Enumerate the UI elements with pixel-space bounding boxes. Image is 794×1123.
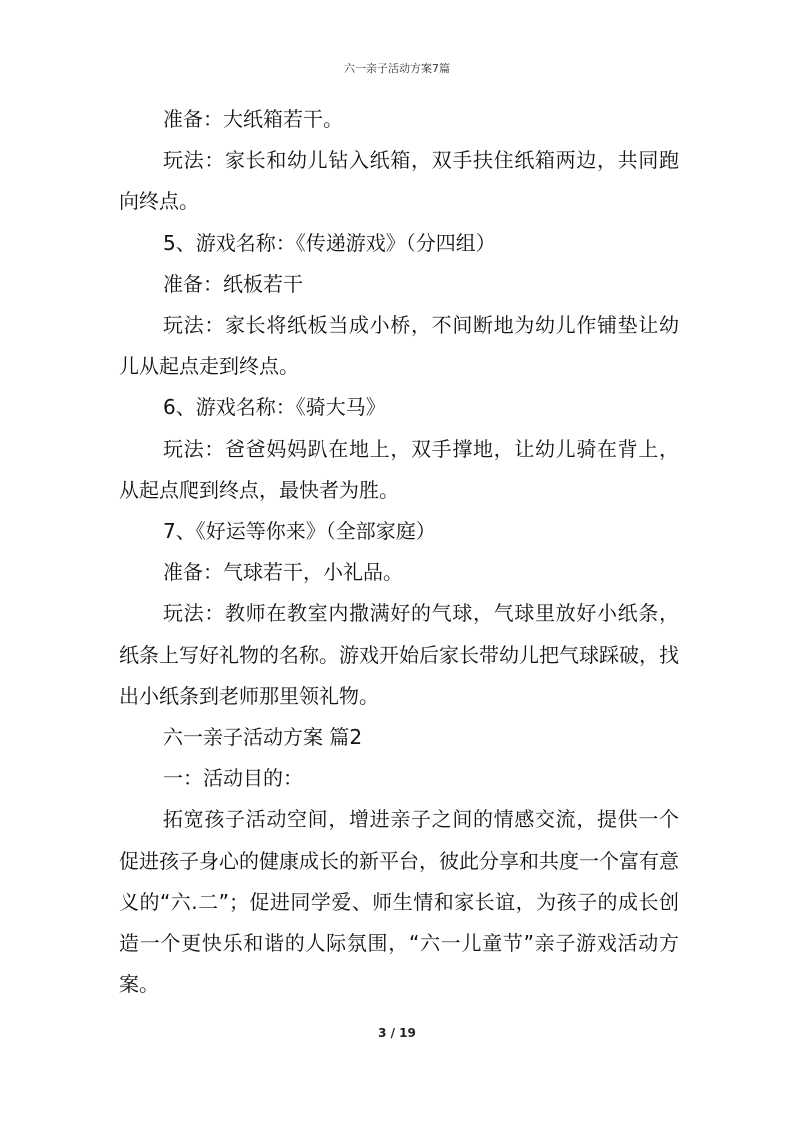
section-heading-plan-2: 六一亲子活动方案 篇2 bbox=[163, 725, 363, 750]
paragraph-game-7-play: 玩法：教师在教室内撒满好的气球，气球里放好小纸条，纸条上写好礼物的名称。游戏开始后家长带幼儿把气球踩破，找出小纸条到老师那里领礼物。 bbox=[119, 601, 679, 708]
paragraph-game-5-prep: 准备：纸板若干 bbox=[163, 271, 303, 296]
page-number: 3 / 19 bbox=[378, 1026, 416, 1040]
paragraph-game-7-title: 7、《好运等你来》（全部家庭） bbox=[163, 519, 436, 544]
section-heading-purpose: 一：活动目的： bbox=[163, 766, 303, 791]
paragraph-game-5-title: 5、游戏名称：《传递游戏》（分四组） bbox=[163, 230, 496, 255]
document-body bbox=[119, 99, 679, 1005]
page-header: 六一亲子活动方案7篇 bbox=[344, 62, 450, 75]
paragraph-game-6-title: 6、游戏名称：《骑大马》 bbox=[163, 395, 386, 420]
paragraph-prep-boxes: 准备：大纸箱若干。 bbox=[163, 107, 343, 131]
paragraph-purpose-text: 拓宽孩子活动空间，增进亲子之间的情感交流，提供一个促进孩子身心的健康成长的新平台，彼此分享和共度一个富有意义的“六.二”；促进同学爱、师生情和家长谊，为孩子的成长创造一个更快乐和谐的人际氛围，“六一儿童节”亲子游戏活动方案。 bbox=[119, 807, 679, 997]
paragraph-game-7-prep: 准备：气球若干，小礼品。 bbox=[163, 560, 403, 585]
paragraph-game-6-play: 玩法：爸爸妈妈趴在地上，双手撑地，让幼儿骑在背上，从起点爬到终点，最快者为胜。 bbox=[119, 436, 679, 502]
paragraph-game-5-play: 玩法：家长将纸板当成小桥，不间断地为幼儿作铺垫让幼儿从起点走到终点。 bbox=[119, 313, 679, 379]
paragraph-play-boxes: 玩法：家长和幼儿钻入纸箱，双手扶住纸箱两边，共同跑向终点。 bbox=[119, 148, 679, 214]
